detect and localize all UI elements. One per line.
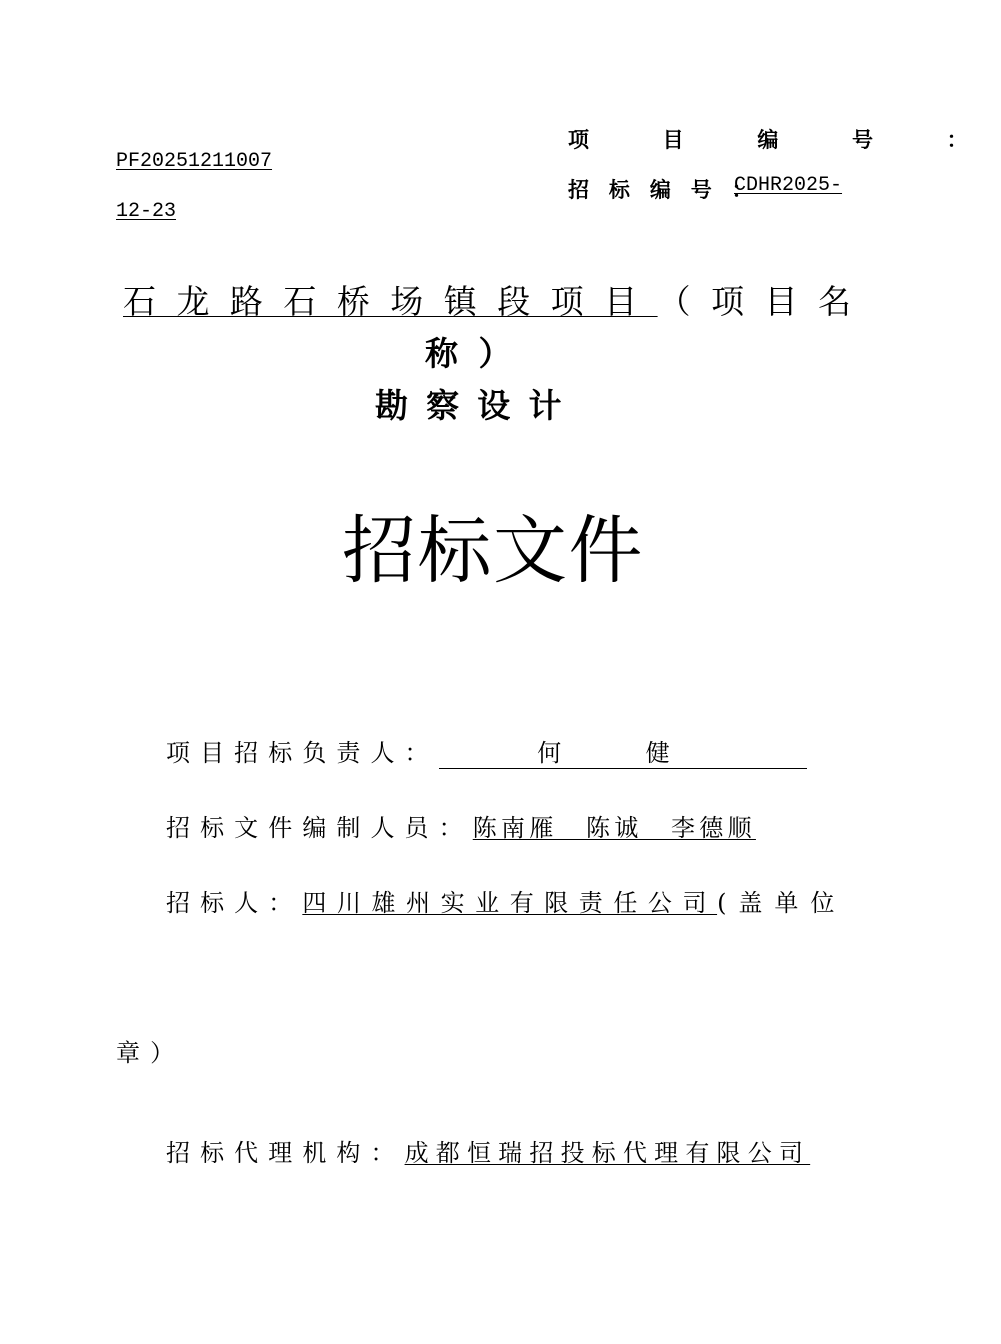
tender-number-value-line2: 12-23 [116,200,177,223]
responsible-value: 何 健 [439,733,807,769]
tenderer-note: (盖单位 [717,889,847,917]
project-name-note: （项目名 [657,282,872,321]
responsible-row [166,733,807,769]
project-title-line2: 称） [425,334,532,373]
editors-label: 招标文件编制人员： [166,814,473,842]
project-number-value: PF20251211007 [116,150,273,173]
responsible-label: 项目招标负责人： [166,739,439,767]
project-number-label [568,124,1001,154]
editors-row [166,808,756,843]
tender-number-label: 招 标 编 号 ： [568,177,759,202]
tender-number-value-line1: CDHR2025- [734,174,843,197]
editors-value: 陈南雁 陈诚 李德顺 [472,814,756,842]
project-subtitle: 勘察设计 [375,386,580,425]
document-type-title: 招标文件 [342,508,644,594]
project-name: 石龙路石桥场镇段项目 [123,282,658,321]
tenderer-row [166,883,846,918]
tenderer-label: 招标人： [166,889,303,917]
tenderer-value: 四川雄州实业有限责任公司 [302,889,718,917]
agency-row [166,1133,810,1168]
project-title-line1 [123,276,871,323]
project-number-label-text: 项 目 编 号 ： [568,127,1001,152]
agency-label: 招标代理机构： [166,1139,405,1167]
tenderer-note-continued: 章） [116,1039,185,1067]
agency-value: 成都恒瑞招投标代理有限公司 [404,1139,811,1167]
